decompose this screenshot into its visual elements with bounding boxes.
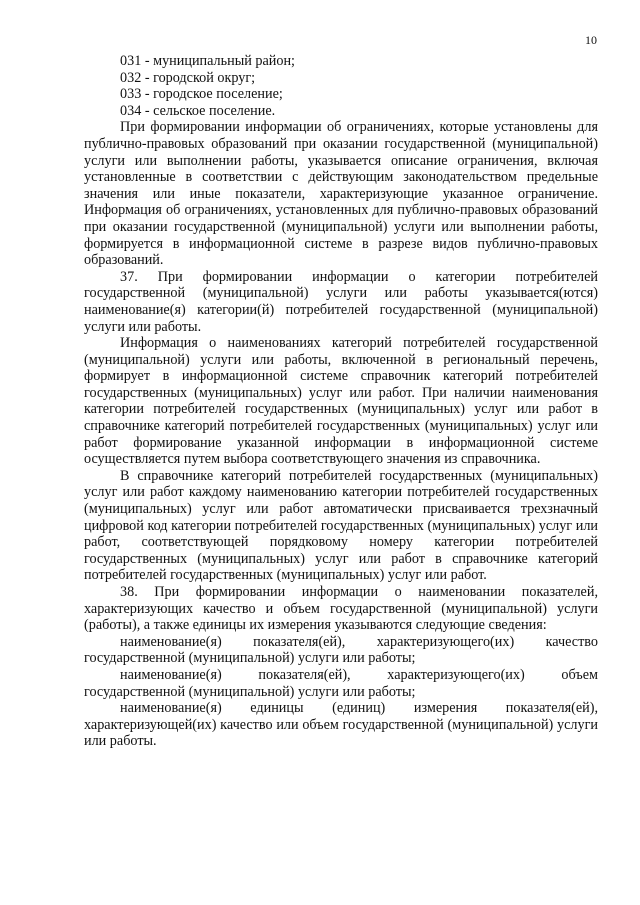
paragraph-section-38: 38. При формировании информации о наименовании показателей, характеризующих качество и объем государственной (муниципальной) услуги (работы), а также единицы их измерения указываются следующие сведения: (84, 584, 598, 634)
code-list-item: 034 - сельское поселение. (120, 102, 276, 119)
paragraph-measurement-units: наименование(я) единицы (единиц) измерения показателя(ей), характеризующей(их) качество или объем государственной (муниципальной) услуги или работы. (84, 700, 598, 750)
paragraph-consumer-categories: Информация о наименованиях категорий потребителей государственной (муниципальной) услуги или работы, включенной в региональный перечень, формирует в информационной системе справочник категорий потребителей государственных (муниципальных) услуг или работ. При наличии наименования категории потребителей государственных (муниципальных) услуг или работ в справочнике категорий потребителей государственных (муниципальных) услуг или работ формирование указанной информации в информационной системе осуществляется путем выбора соответствующего значения из справочника. (84, 335, 598, 468)
code-list-item: 031 - муниципальный район; (120, 53, 295, 69)
code-list-item: 032 - городской округ; (120, 69, 256, 86)
code-list-item: 033 - городское поселение; (120, 86, 283, 103)
paragraph-section-37: 37. При формировании информации о категории потребителей государственной (муниципальной) услуги или работы указывается(ются) наименование(я) категории(й) потребителей государственной (муниципальной) услуги или работы. (84, 268, 598, 335)
paragraph-restrictions: При формировании информации об ограничениях, которые установлены для публично-правовых образований при оказании государственной (муниципальной) услуги или выполнении работы, указывается описание ограничения, включая установленные в соответствии с действующим законодательством предельные значения или иные показатели, характеризующие указанное ограничение. Информация об ограничениях, установленных для публично-правовых образований при оказании государственной (муниципальной) услуги или выполнении работы, формируется в информационной системе в разрезе видов публично-правовых образований. (84, 119, 598, 269)
paragraph-category-codes: В справочнике категорий потребителей государственных (муниципальных) услуг или работ каждому наименованию категории потребителей государственных (муниципальных) услуг или работ автоматически присваивается трехзначный цифровой код категории потребителей государственных (муниципальных) услуг или работ, соответствующей порядковому номеру категории потребителей государственных (муниципальных) услуг или работ в справочнике категорий потребителей государственных (муниципальных) услуг или работ. (84, 467, 598, 584)
paragraph-volume-indicator: наименование(я) показателя(ей), характеризующего(их) объем государственной (муниципальной) услуги или работы; (84, 666, 598, 700)
paragraph-quality-indicator: наименование(я) показателя(ей), характеризующего(их) качество государственной (муниципальной) услуги или работы; (84, 633, 598, 667)
page-content (84, 53, 598, 750)
page-number: 10 (585, 33, 597, 47)
